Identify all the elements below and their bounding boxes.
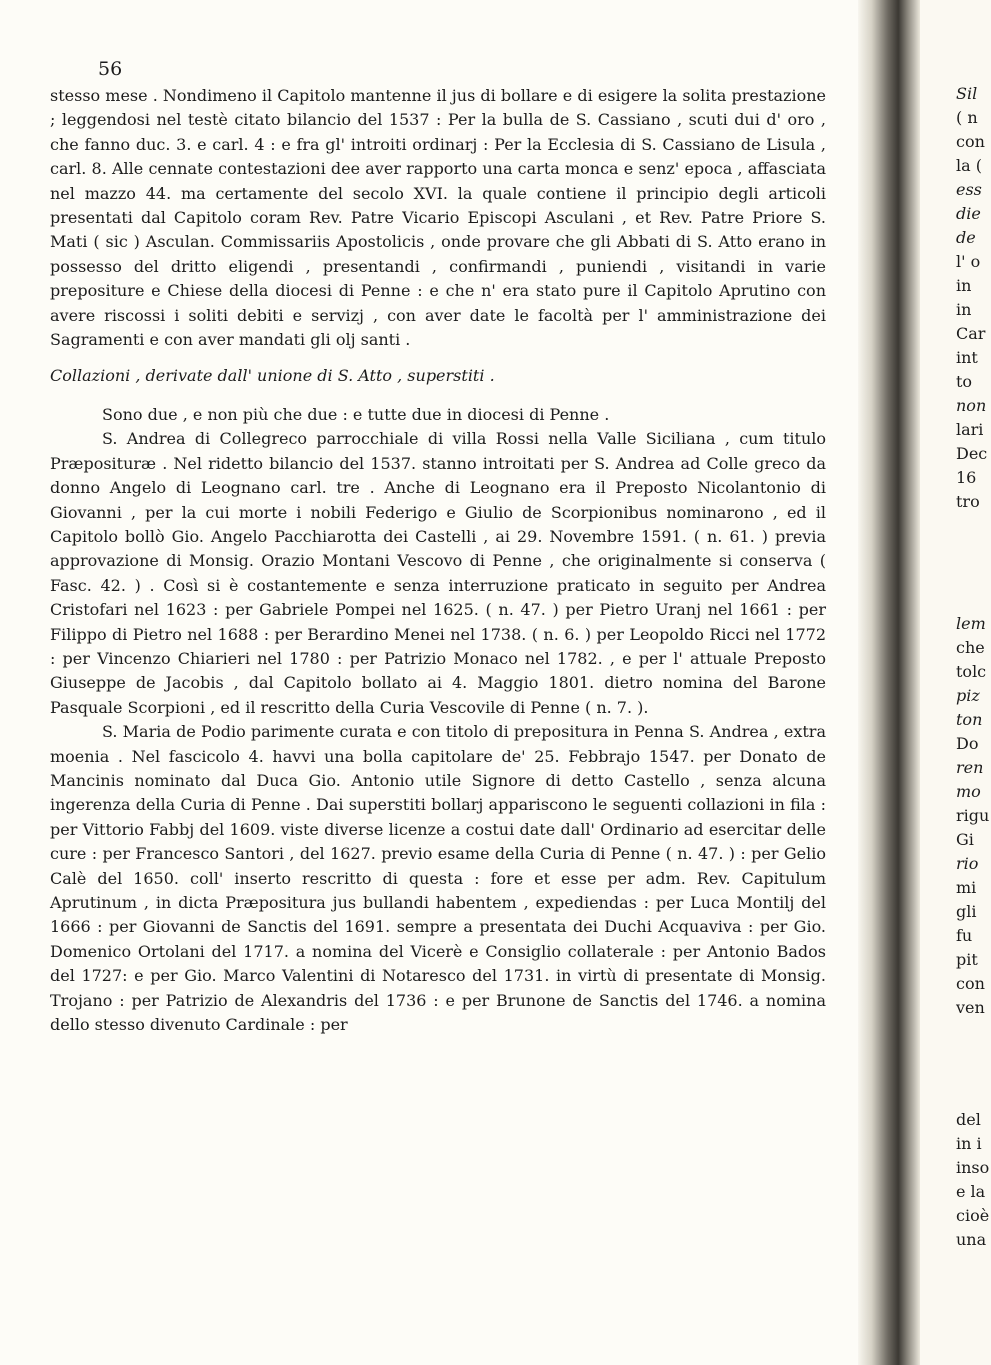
- facing-page-line: che: [956, 638, 985, 657]
- facing-page-line: in: [956, 276, 972, 295]
- facing-page-line: la (: [956, 156, 982, 175]
- facing-page-line: tolc: [956, 662, 987, 681]
- facing-page-line: piz: [956, 686, 980, 705]
- facing-page-line: ren: [956, 758, 984, 777]
- facing-page-line: ( n: [956, 108, 978, 127]
- facing-page-line: del: [956, 1110, 981, 1129]
- facing-page-line: Do: [956, 734, 979, 753]
- facing-page-line: rigu: [956, 806, 990, 825]
- facing-page-line: lari: [956, 420, 984, 439]
- facing-page-line: mo: [956, 782, 981, 801]
- facing-page-line: tro: [956, 492, 980, 511]
- facing-page-line: con: [956, 132, 985, 151]
- facing-page-line: l' o: [956, 252, 981, 271]
- facing-page-line: Gi: [956, 830, 974, 849]
- facing-page-line: ess: [956, 180, 982, 199]
- facing-page-line: con: [956, 974, 985, 993]
- book-gutter: [858, 0, 920, 1365]
- facing-page: [920, 0, 991, 1365]
- facing-page-line: in i: [956, 1134, 982, 1153]
- facing-page-line: non: [956, 396, 987, 415]
- facing-page-line: Sil: [956, 84, 978, 103]
- facing-page-line: pit: [956, 950, 978, 969]
- paragraph: S. Maria de Podio parimente curata e con titolo di prepositura in Penna S. Andrea , extra moenia . Nel fascicolo 4. havvi una bolla capitolare de' 25. Febbrajo 1547. per Donato de Mancinis nominato dal Duca Gio. Antonio utile Signore di detto Castello , senza alcuna ingerenza della Curia di Penne . Dai superstiti bollarj appariscono le seguenti collazioni in fila : per Vittorio Fabbj del 1609. viste diverse licenze a costui date dall' Ordinario ad esercitar delle cure : per Francesco Santori , del 1627. previo esame della Curia di Penne ( n. 47. ) : per Gelio Calè del 1650. coll' inserto rescritto di questa : fore et esse per adm. Rev. Capitulum Aprutinum , in dicta Præpositura jus bullandi habentem , expediendas : per Luca Montilj del 1666 : per Giovanni de Sanctis del 1691. sempre a presentata dei Duchi Acquaviva : per Gio. Domenico Ortolani del 1717. a nomina del Vicerè e Consiglio collaterale : per Antonio Bados del 1727: e per Gio. Marco Valentini di Notaresco del 1731. in virtù di presentate di Monsig. Trojano : per Patrizio de Alexandris del 1736 : e per Brunone de Sanctis del 1746. a nomina dello stesso divenuto Cardinale : per: [50, 722, 826, 1035]
- facing-page-line: cioè: [956, 1206, 990, 1225]
- facing-page-line: to: [956, 372, 973, 391]
- facing-page-line: in: [956, 300, 972, 319]
- facing-page-line: mi: [956, 878, 977, 897]
- section-heading: Collazioni , derivate dall' unione di S. Atto , superstiti .: [50, 366, 495, 386]
- facing-page-line: ton: [956, 710, 983, 729]
- facing-page-line: de: [956, 228, 976, 247]
- facing-page-line: e la: [956, 1182, 986, 1201]
- facing-page-line: Dec: [956, 444, 988, 463]
- facing-page-line: ven: [956, 998, 985, 1017]
- facing-page-line: fu: [956, 926, 973, 945]
- page-body: [50, 84, 826, 1037]
- facing-page-line: inso: [956, 1158, 990, 1177]
- paragraph: Sono due , e non più che due : e tutte due in diocesi di Penne .: [102, 404, 610, 424]
- paragraph: stesso mese . Nondimeno il Capitolo mantenne il jus di bollare e di esigere la solita prestazione ; leggendosi nel testè citato bilancio del 1537 : Per la bulla de S. Cassiano , scuti dui d' oro , che fanno duc. 3. e carl. 4 : e fra gl' introiti ordinarj : Per la Ecclesia di S. Cassiano de Lisula , carl. 8. Alle cennate contestazioni dee aver rapporto una carta monca e senz' epoca , affasciata nel mazzo 44. ma certamente del secolo XVI. la quale contiene il principio degli articoli presentati dal Capitolo coram Rev. Patre Vicario Episcopi Asculani , et Rev. Patre Priore S. Mati ( sic ) Asculan. Commissariis Apostolicis , onde provare che gli Abbati di S. Atto erano in possesso del dritto eligendi , presentandi , confirmandi , puniendi , visitandi in varie prepositure e Chiese della diocesi di Penne : e che n' era stato pure il Capitolo Aprutino con avere riscossi i soliti debiti e servizj , con aver date le facoltà per l' amministrazione dei Sagramenti e con aver mandati gli olj santi .: [50, 86, 826, 350]
- facing-page-line: int: [956, 348, 978, 367]
- page-number: 56: [98, 58, 123, 80]
- facing-page-line: lem: [956, 614, 986, 633]
- facing-page-line: Car: [956, 324, 986, 343]
- facing-page-line: gli: [956, 902, 977, 921]
- facing-page-line: 16: [956, 468, 977, 487]
- facing-page-line: rio: [956, 854, 979, 873]
- paragraph: S. Andrea di Collegreco parrocchiale di villa Rossi nella Valle Siciliana , cum titulo Præposituræ . Nel ridetto bilancio del 1537. stanno introitati per S. Andrea ad Colle greco da donno Angelo di Leognano carl. tre . Anche di Leognano era il Preposto Nicolantonio di Giovanni , per la cui morte i nobili Federigo e Giulio de Scorpionibus nominarono , ed il Capitolo bollò Gio. Angelo Pacchiarotta dei Castelli , ai 29. Novembre 1591. ( n. 61. ) previa approvazione di Monsig. Orazio Montani Vescovo di Penne , che originalmente si conserva ( Fasc. 42. ) . Così si è costantemente e senza interruzione praticato in seguito per Andrea Cristofari nel 1623 : per Gabriele Pompei nel 1625. ( n. 47. ) per Pietro Uranj nel 1661 : per Filippo di Pietro nel 1688 : per Berardino Menei nel 1738. ( n. 6. ) per Leopoldo Ricci nel 1772 : per Vincenzo Chiarieri nel 1780 : per Patrizio Monaco nel 1782. , e per l' attuale Preposto Giuseppe de Jacobis , dal Capitolo bollato ai 4. Maggio 1801. dietro nomina del Barone Pasquale Scorpioni , ed il rescritto della Curia Vescovile di Penne ( n. 7. ).: [50, 429, 826, 717]
- facing-page-line: die: [956, 204, 981, 223]
- facing-page-line: una: [956, 1230, 987, 1249]
